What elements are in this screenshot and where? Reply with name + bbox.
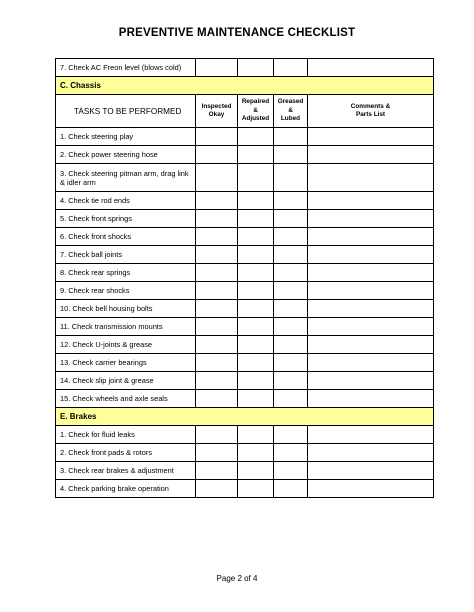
task-label: 5. Check front springs (56, 210, 196, 228)
column-header-comments (308, 95, 434, 128)
greased-cell[interactable] (274, 300, 308, 318)
table-row (56, 300, 434, 318)
greased-cell[interactable] (274, 480, 308, 498)
comments-cell[interactable] (308, 264, 434, 282)
inspected-cell[interactable] (196, 192, 238, 210)
inspected-cell[interactable] (196, 246, 238, 264)
task-label: 4. Check parking brake operation (56, 480, 196, 498)
inspected-cell[interactable] (196, 210, 238, 228)
page-number: Page 2 of 4 (216, 574, 258, 583)
greased-cell[interactable] (274, 372, 308, 390)
comments-cell[interactable] (308, 210, 434, 228)
comments-cell[interactable] (308, 164, 434, 192)
column-header-row (56, 95, 434, 128)
greased-cell[interactable] (274, 282, 308, 300)
task-label: 9. Check rear shocks (56, 282, 196, 300)
comments-cell[interactable] (308, 146, 434, 164)
repaired-cell[interactable] (238, 354, 274, 372)
task-label: 12. Check U-joints & grease (56, 336, 196, 354)
task-label: 3. Check steering pitman arm, drag link & idler arm (56, 164, 196, 192)
task-label: 7. Check AC Freon level (blows cold) (56, 59, 196, 77)
page-title: PREVENTIVE MAINTENANCE CHECKLIST (118, 27, 356, 39)
repaired-cell[interactable] (238, 146, 274, 164)
table-row (56, 318, 434, 336)
greased-cell[interactable] (274, 390, 308, 408)
header-line: & (288, 106, 293, 114)
table-row (56, 480, 434, 498)
comments-cell[interactable] (308, 59, 434, 77)
table-row (56, 128, 434, 146)
task-label: 10. Check bell housing bolts (56, 300, 196, 318)
greased-cell[interactable] (274, 210, 308, 228)
table-row (56, 164, 434, 192)
greased-cell[interactable] (274, 336, 308, 354)
table-row (56, 210, 434, 228)
table-row (56, 354, 434, 372)
task-label: 8. Check rear springs (56, 264, 196, 282)
greased-cell[interactable] (274, 462, 308, 480)
greased-cell[interactable] (274, 354, 308, 372)
inspected-cell[interactable] (196, 444, 238, 462)
column-header-tasks: TASKS TO BE PERFORMED (56, 95, 196, 128)
table-row (56, 59, 434, 77)
table-row (56, 336, 434, 354)
repaired-cell[interactable] (238, 59, 274, 77)
repaired-cell[interactable] (238, 264, 274, 282)
inspected-cell[interactable] (196, 318, 238, 336)
repaired-cell[interactable] (238, 228, 274, 246)
task-label: 7. Check ball joints (56, 246, 196, 264)
inspected-cell[interactable] (196, 264, 238, 282)
inspected-cell[interactable] (196, 354, 238, 372)
checklist-table (55, 58, 434, 498)
inspected-cell[interactable] (196, 282, 238, 300)
greased-cell[interactable] (274, 246, 308, 264)
repaired-cell[interactable] (238, 390, 274, 408)
inspected-cell[interactable] (196, 228, 238, 246)
repaired-cell[interactable] (238, 246, 274, 264)
task-label: 4. Check tie rod ends (56, 192, 196, 210)
header-line: Lubed (280, 115, 301, 123)
repaired-cell[interactable] (238, 128, 274, 146)
comments-cell[interactable] (308, 372, 434, 390)
section-title: E. Brakes (56, 408, 434, 426)
comments-cell[interactable] (308, 282, 434, 300)
table-row (56, 462, 434, 480)
column-header-repaired (238, 95, 274, 128)
comments-cell[interactable] (308, 246, 434, 264)
header-line: Greased (277, 98, 304, 106)
section-header-row (56, 77, 434, 95)
section-title: C. Chassis (56, 77, 434, 95)
inspected-cell[interactable] (196, 426, 238, 444)
table-row (56, 372, 434, 390)
header-line: Comments & (350, 102, 391, 110)
task-label: 3. Check rear brakes & adjustment (56, 462, 196, 480)
repaired-cell[interactable] (238, 210, 274, 228)
comments-cell[interactable] (308, 354, 434, 372)
table-row (56, 228, 434, 246)
table-row (56, 264, 434, 282)
greased-cell[interactable] (274, 59, 308, 77)
greased-cell[interactable] (274, 426, 308, 444)
comments-cell[interactable] (308, 444, 434, 462)
inspected-cell[interactable] (196, 59, 238, 77)
header-line: Inspected (201, 102, 232, 110)
greased-cell[interactable] (274, 146, 308, 164)
comments-cell[interactable] (308, 228, 434, 246)
header-line: Repaired (241, 98, 270, 106)
inspected-cell[interactable] (196, 146, 238, 164)
task-label: 11. Check transmission mounts (56, 318, 196, 336)
header-line: Adjusted (241, 115, 270, 123)
table-row (56, 390, 434, 408)
column-header-greased (274, 95, 308, 128)
repaired-cell[interactable] (238, 444, 274, 462)
table-row (56, 146, 434, 164)
repaired-cell[interactable] (238, 192, 274, 210)
greased-cell[interactable] (274, 192, 308, 210)
task-label: 15. Check wheels and axle seals (56, 390, 196, 408)
comments-cell[interactable] (308, 480, 434, 498)
greased-cell[interactable] (274, 318, 308, 336)
repaired-cell[interactable] (238, 318, 274, 336)
inspected-cell[interactable] (196, 480, 238, 498)
table-row (56, 444, 434, 462)
repaired-cell[interactable] (238, 300, 274, 318)
inspected-cell[interactable] (196, 128, 238, 146)
inspected-cell[interactable] (196, 164, 238, 192)
comments-cell[interactable] (308, 462, 434, 480)
inspected-cell[interactable] (196, 300, 238, 318)
greased-cell[interactable] (274, 444, 308, 462)
repaired-cell[interactable] (238, 372, 274, 390)
task-label: 6. Check front shocks (56, 228, 196, 246)
column-header-inspected (196, 95, 238, 128)
greased-cell[interactable] (274, 264, 308, 282)
inspected-cell[interactable] (196, 462, 238, 480)
repaired-cell[interactable] (238, 164, 274, 192)
comments-cell[interactable] (308, 390, 434, 408)
repaired-cell[interactable] (238, 462, 274, 480)
task-label: 2. Check front pads & rotors (56, 444, 196, 462)
inspected-cell[interactable] (196, 390, 238, 408)
task-label: 13. Check carrier bearings (56, 354, 196, 372)
comments-cell[interactable] (308, 426, 434, 444)
section-header-row (56, 408, 434, 426)
greased-cell[interactable] (274, 128, 308, 146)
comments-cell[interactable] (308, 128, 434, 146)
table-row (56, 282, 434, 300)
header-line: Parts List (355, 111, 386, 118)
table-row (56, 246, 434, 264)
greased-cell[interactable] (274, 228, 308, 246)
comments-cell[interactable] (308, 192, 434, 210)
task-label: 1. Check steering play (56, 128, 196, 146)
table-row (56, 426, 434, 444)
table-row (56, 192, 434, 210)
comments-cell[interactable] (308, 300, 434, 318)
comments-cell[interactable] (308, 318, 434, 336)
task-label: 2. Check power steering hose (56, 146, 196, 164)
task-label: 14. Check slip joint & grease (56, 372, 196, 390)
task-label: 1. Check for fluid leaks (56, 426, 196, 444)
comments-cell[interactable] (308, 336, 434, 354)
greased-cell[interactable] (274, 164, 308, 192)
repaired-cell[interactable] (238, 480, 274, 498)
header-line: Okay (208, 111, 225, 118)
inspected-cell[interactable] (196, 372, 238, 390)
repaired-cell[interactable] (238, 282, 274, 300)
inspected-cell[interactable] (196, 336, 238, 354)
repaired-cell[interactable] (238, 426, 274, 444)
header-line: & (253, 106, 258, 114)
repaired-cell[interactable] (238, 336, 274, 354)
